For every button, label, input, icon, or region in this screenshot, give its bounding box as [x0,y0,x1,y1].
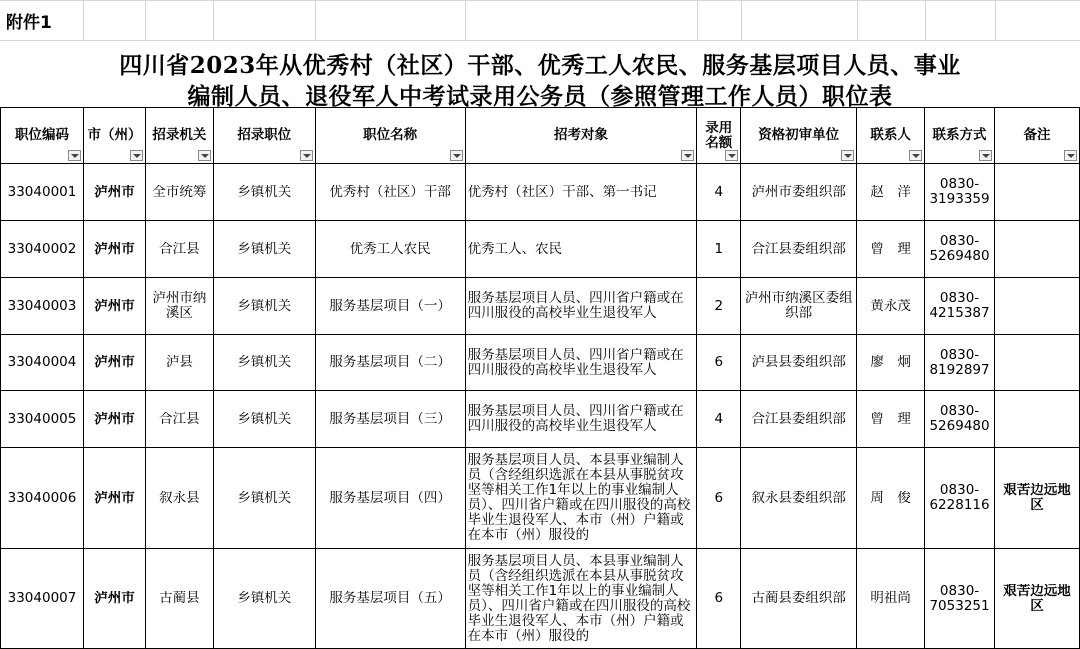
cell-note[interactable] [995,335,1080,391]
table-row[interactable] [1,278,1080,335]
filter-dropdown-button[interactable] [979,150,992,161]
cell-review-unit-text: 泸州市纳溪区委组织部 [744,291,853,321]
position-table [0,107,1080,649]
cell-target[interactable] [465,278,697,335]
cell-contact[interactable] [857,391,925,448]
cell-target[interactable] [465,391,697,448]
cell-position-name[interactable] [315,164,465,221]
cell-recruit-position[interactable] [213,278,315,335]
cell-org-text: 古蔺县 [159,591,200,606]
cell-review-unit[interactable] [741,391,857,448]
cell-contact[interactable] [857,221,925,278]
cell-position-name-text: 优秀村（社区）干部 [329,184,451,200]
phone-number: 3193359 [929,191,990,207]
cell-city-text: 泸州市 [94,411,135,427]
header-target [465,108,697,164]
cell-contact-text: 曾 理 [870,241,911,257]
phone-area-code: 0830- [939,403,980,419]
cell-city[interactable] [83,549,145,649]
phone-number: 4215387 [929,305,990,321]
cell-recruit-position[interactable] [213,549,315,649]
cell-city-text: 泸州市 [94,298,135,314]
phone-area-code: 0830- [939,582,980,599]
cell-target[interactable] [465,549,697,649]
cell-note[interactable] [995,164,1080,221]
cell-review-unit[interactable] [741,549,857,649]
table-row[interactable] [1,164,1080,221]
filter-dropdown-button[interactable] [130,150,143,161]
cell-code-text: 33040007 [7,591,77,606]
cell-count[interactable] [697,278,741,335]
cell-phone[interactable] [925,448,995,549]
filter-dropdown-button[interactable] [725,150,738,161]
cell-code-text: 33040004 [7,355,77,370]
cell-position-name-text: 服务基层项目（四） [329,490,451,506]
cell-code[interactable] [1,448,84,549]
cell-position-name[interactable] [315,221,465,278]
cell-review-unit[interactable] [741,164,857,221]
cell-target-text: 服务基层项目人员、四川省户籍或在四川服役的高校毕业生退役军人 [467,404,684,434]
cell-org[interactable] [145,221,213,278]
cell-city-text: 泸州市 [94,490,135,506]
cell-position-name[interactable] [315,549,465,649]
cell-city[interactable] [83,448,145,549]
filter-dropdown-button[interactable] [450,150,463,161]
cell-recruit-position[interactable] [213,335,315,391]
cell-count[interactable] [697,549,741,649]
filter-dropdown-button[interactable] [909,150,922,161]
cell-count-text: 6 [714,490,724,506]
cell-review-unit-text: 泸州市委组织部 [751,184,846,200]
cell-code[interactable] [1,278,84,335]
header-label: 招考对象 [553,127,608,143]
cell-contact-text: 周 俊 [870,490,911,506]
cell-recruit-position-text: 乡镇机关 [237,355,292,370]
cell-recruit-position-text: 乡镇机关 [237,591,292,606]
cell-city[interactable] [83,335,145,391]
page-title-line2: 编制人员、退役军人中考试录用公务员（参照管理工作人员）职位表 [187,83,893,110]
phone-number: 6228116 [929,497,990,513]
header-label: 市（州） [87,127,142,143]
annex-label: 附件1 [6,13,52,33]
header-row [1,108,1080,164]
header-review-unit [741,108,857,164]
phone-number: 7053251 [929,597,990,614]
cell-org-text: 叙永县 [159,490,200,506]
header-label: 招录职位 [237,127,292,143]
phone-area-code: 0830- [939,176,980,192]
header-label: 录用名额 [705,120,733,151]
cell-position-name-text: 服务基层项目（二） [329,355,451,370]
cell-code[interactable] [1,164,84,221]
gridline [741,0,742,40]
cell-count-text: 1 [714,241,724,257]
page-title-line1: 四川省2023年从优秀村（社区）干部、优秀工人农民、服务基层项目人员、事业 [119,52,961,79]
filter-dropdown-button[interactable] [681,150,694,161]
cell-contact[interactable] [857,549,925,649]
cell-target-text: 服务基层项目人员、本县事业编制人员（含经组织选派在本县从事脱贫攻坚等相关工作1年以上的事业编制人员）、四川省户籍或在四川服役的高校毕业生退役军人、本市（州）户籍或在本市（州）服役的 [467,453,691,543]
filter-dropdown-button[interactable] [841,150,854,161]
gridline [0,40,1080,41]
filter-dropdown-button[interactable] [68,150,81,161]
cell-phone[interactable] [925,549,995,649]
header-org [145,108,213,164]
gridline [145,0,146,40]
phone-number: 5269480 [929,248,990,264]
header-code [1,108,84,164]
cell-contact-text: 曾 理 [870,411,911,427]
header-city [83,108,145,164]
gridline [857,0,858,40]
cell-recruit-position-text: 乡镇机关 [237,184,292,200]
cell-code-text: 33040002 [7,241,77,257]
cell-position-name-text: 服务基层项目（五） [329,591,451,606]
phone-area-code: 0830- [939,233,980,249]
header-label: 招录机关 [152,127,207,143]
cell-review-unit-text: 古蔺县委组织部 [751,591,846,606]
cell-review-unit-text: 泸县县委组织部 [751,355,846,370]
cell-contact[interactable] [857,448,925,549]
gridline [83,0,84,40]
cell-position-name[interactable] [315,278,465,335]
cell-count[interactable] [697,448,741,549]
gridline [213,0,214,40]
cell-recruit-position[interactable] [213,391,315,448]
cell-code[interactable] [1,391,84,448]
cell-org-text: 泸州市纳溪区 [152,291,207,321]
cell-recruit-position-text: 乡镇机关 [237,241,292,257]
cell-target[interactable] [465,448,697,549]
cell-phone[interactable] [925,335,995,391]
cell-city[interactable] [83,221,145,278]
gridline [0,0,1080,1]
cell-target[interactable] [465,335,697,391]
filter-dropdown-button[interactable] [198,150,211,161]
cell-org-text: 泸县 [165,355,193,370]
cell-phone[interactable] [925,221,995,278]
cell-org[interactable] [145,448,213,549]
cell-target-text: 服务基层项目人员、本县事业编制人员（含经组织选派在本县从事脱贫攻坚等相关工作1年以上的事业编制人员）、四川省户籍或在四川服役的高校毕业生退役军人、本市（州）户籍或在本市（州）服役的 [467,553,691,644]
cell-position-name-text: 优秀工人农民 [349,241,431,257]
gridline [697,0,698,40]
cell-city[interactable] [83,278,145,335]
header-label: 资格初审单位 [758,127,840,143]
cell-code-text: 33040001 [7,184,77,200]
cell-recruit-position[interactable] [213,164,315,221]
table-row[interactable] [1,448,1080,549]
cell-note[interactable] [995,221,1080,278]
cell-recruit-position[interactable] [213,448,315,549]
cell-target-text: 优秀工人、农民 [467,241,563,257]
cell-count-text: 2 [714,298,724,314]
cell-position-name-text: 服务基层项目（一） [329,298,451,314]
cell-review-unit-text: 叙永县委组织部 [751,490,846,506]
cell-review-unit-text: 合江县委组织部 [751,241,846,257]
cell-code[interactable] [1,221,84,278]
cell-target-text: 服务基层项目人员、四川省户籍或在四川服役的高校毕业生退役军人 [467,347,684,378]
cell-phone[interactable] [925,278,995,335]
cell-contact-text: 赵 洋 [870,184,911,200]
cell-review-unit[interactable] [741,221,857,278]
cell-org-text: 合江县 [159,411,200,427]
cell-position-name[interactable] [315,391,465,448]
cell-code-text: 33040003 [7,298,77,314]
cell-contact-text: 黄永茂 [870,298,911,314]
cell-city-text: 泸州市 [94,241,135,257]
cell-org-text: 全市统筹 [152,184,207,200]
header-count [697,108,741,164]
header-position-name [315,108,465,164]
cell-review-unit[interactable] [741,278,857,335]
cell-note[interactable] [995,448,1080,549]
cell-recruit-position[interactable] [213,221,315,278]
header-recruit-position [213,108,315,164]
cell-count-text: 4 [714,184,724,200]
cell-note[interactable] [995,391,1080,448]
table-row[interactable] [1,221,1080,278]
cell-count-text: 6 [714,355,724,370]
header-label: 联系人 [870,127,911,143]
gridline [995,0,996,40]
cell-code[interactable] [1,549,84,649]
gridline [465,0,466,40]
header-label: 联系方式 [932,127,987,143]
header-label: 职位名称 [363,127,418,143]
table-row[interactable] [1,335,1080,391]
cell-org[interactable] [145,164,213,221]
phone-area-code: 0830- [939,346,980,363]
cell-count[interactable] [697,335,741,391]
cell-review-unit[interactable] [741,335,857,391]
phone-area-code: 0830- [939,290,980,306]
filter-dropdown-button[interactable] [1064,150,1077,161]
cell-count[interactable] [697,391,741,448]
cell-code-text: 33040005 [7,411,77,427]
cell-target-text: 优秀村（社区）干部、第一书记 [467,184,657,200]
cell-city[interactable] [83,391,145,448]
cell-count-text: 4 [714,411,724,427]
header-label: 职位编码 [14,127,69,143]
table-row[interactable] [1,549,1080,649]
cell-contact[interactable] [857,335,925,391]
cell-note[interactable] [995,278,1080,335]
cell-recruit-position-text: 乡镇机关 [237,411,292,427]
cell-org-text: 合江县 [159,241,200,257]
phone-number: 8192897 [929,361,990,378]
cell-target[interactable] [465,221,697,278]
header-phone [925,108,995,164]
cell-contact-text: 明祖尚 [870,591,911,606]
gridline [315,0,316,40]
header-note [995,108,1080,164]
cell-city[interactable] [83,164,145,221]
cell-code[interactable] [1,335,84,391]
cell-position-name[interactable] [315,335,465,391]
cell-city-text: 泸州市 [94,591,135,606]
cell-contact[interactable] [857,278,925,335]
filter-dropdown-button[interactable] [300,150,313,161]
cell-phone[interactable] [925,164,995,221]
cell-position-name-text: 服务基层项目（三） [329,411,451,427]
phone-area-code: 0830- [939,482,980,498]
cell-target[interactable] [465,164,697,221]
phone-number: 5269480 [929,418,990,434]
cell-city-text: 泸州市 [94,355,135,370]
cell-position-name[interactable] [315,448,465,549]
cell-target-text: 服务基层项目人员、四川省户籍或在四川服役的高校毕业生退役军人 [467,291,684,321]
cell-recruit-position-text: 乡镇机关 [237,490,292,506]
cell-org[interactable] [145,335,213,391]
cell-phone[interactable] [925,391,995,448]
cell-count[interactable] [697,164,741,221]
gridline [925,0,926,40]
cell-contact-text: 廖 炯 [870,355,911,370]
cell-contact[interactable] [857,164,925,221]
cell-count[interactable] [697,221,741,278]
cell-note[interactable] [995,549,1080,649]
cell-note-text: 艰苦边远地区 [1003,483,1071,513]
cell-city-text: 泸州市 [94,184,135,200]
header-label: 备注 [1023,127,1051,143]
cell-code-text: 33040006 [7,490,77,506]
cell-review-unit[interactable] [741,448,857,549]
cell-note-text: 艰苦边远地区 [1003,583,1071,614]
cell-org[interactable] [145,549,213,649]
header-contact [857,108,925,164]
cell-review-unit-text: 合江县委组织部 [751,411,846,427]
cell-count-text: 6 [714,591,724,606]
cell-org[interactable] [145,391,213,448]
table-row[interactable] [1,391,1080,448]
cell-org[interactable] [145,278,213,335]
cell-recruit-position-text: 乡镇机关 [237,298,292,314]
